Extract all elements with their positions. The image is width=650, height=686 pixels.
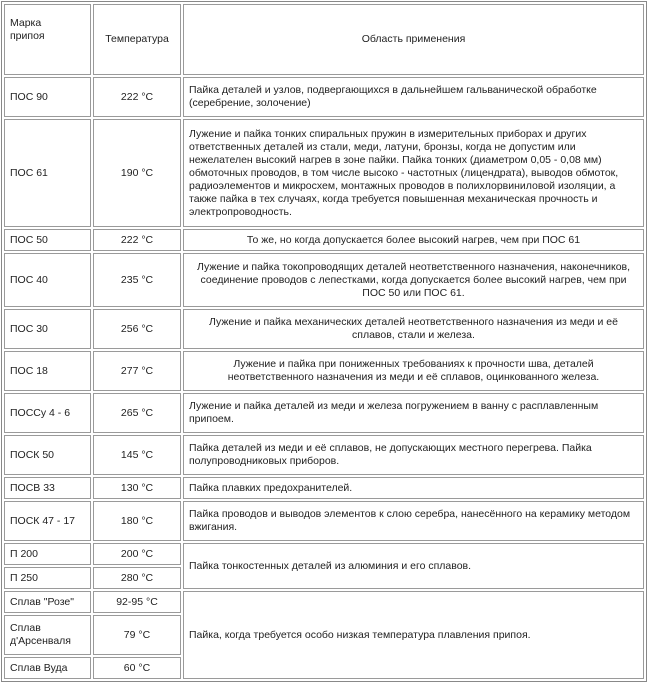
cell-temp: 200 °С (93, 543, 181, 565)
header-mark-text: Марка припоя (10, 17, 45, 42)
cell-temp: 60 °С (93, 657, 181, 679)
cell-mark: ПОСВ 33 (4, 477, 91, 499)
cell-use: Пайка деталей и узлов, подвергающихся в дальнейшем гальванической обработке (серебрение, золочение) (183, 77, 644, 117)
cell-use: Лужение и пайка деталей из меди и железа погружением в ванну с расплавленным припоем. (183, 393, 644, 433)
cell-temp: 265 °С (93, 393, 181, 433)
cell-use: Лужение и пайка механических деталей неответственного назначения из меди и её сплавов, стали и железа. (183, 309, 644, 349)
cell-use: Пайка тонкостенных деталей из алюминия и его сплавов. (183, 543, 644, 589)
cell-mark: ПОС 30 (4, 309, 91, 349)
table-header-row (4, 4, 644, 75)
cell-use: Лужение и пайка при пониженных требованиях к прочности шва, деталей неответственного назначения из меди и её сплавов, оцинкованного железа. (183, 351, 644, 391)
table-row (4, 351, 644, 391)
table-row (4, 477, 644, 499)
cell-mark: ПОС 61 (4, 119, 91, 227)
table-row (4, 77, 644, 117)
cell-temp: 235 °С (93, 253, 181, 307)
cell-temp: 222 °С (93, 77, 181, 117)
cell-use: Пайка деталей из меди и её сплавов, не допускающих местного перегрева. Пайка полупроводниковых приборов. (183, 435, 644, 475)
cell-temp: 79 °С (93, 615, 181, 655)
cell-mark: ПОССу 4 - 6 (4, 393, 91, 433)
cell-use: Пайка, когда требуется особо низкая температура плавления припоя. (183, 591, 644, 679)
cell-temp: 256 °С (93, 309, 181, 349)
cell-mark: Сплав "Розе" (4, 591, 91, 613)
cell-temp: 190 °С (93, 119, 181, 227)
header-temperature: Температура (93, 4, 181, 75)
cell-mark: ПОС 18 (4, 351, 91, 391)
table-row (4, 543, 644, 565)
table-row (4, 253, 644, 307)
cell-mark: П 200 (4, 543, 91, 565)
header-application: Область применения (183, 4, 644, 75)
table-row (4, 435, 644, 475)
cell-mark: ПОСК 47 - 17 (4, 501, 91, 541)
cell-mark: П 250 (4, 567, 91, 589)
cell-use: Лужение и пайка тонких спиральных пружин в измерительных приборах и других ответственных деталей из стали, меди, латуни, бронзы, когда не допустим или нежелателен высокий нагрев в зоне пайки. Пайка тонких (диаметром 0,05 - 0,08 мм) обмоточных проводов, в том числе высоко - частотных (лицендрата), выводов обмоток, радиоэлементов и микросхем, монтажных проводов в полихлорвиниловой изоляции, а также пайка в тех случаях, когда требуется повышенная механическая прочность и электропроводность. (183, 119, 644, 227)
cell-temp: 130 °С (93, 477, 181, 499)
cell-mark: ПОС 50 (4, 229, 91, 251)
cell-use: Пайка проводов и выводов элементов к слою серебра, нанесённого на керамику методом вжигания. (183, 501, 644, 541)
cell-temp: 277 °С (93, 351, 181, 391)
table-row (4, 229, 644, 251)
cell-mark: ПОС 40 (4, 253, 91, 307)
cell-use: То же, но когда допускается более высокий нагрев, чем при ПОС 61 (183, 229, 644, 251)
cell-mark: Сплав д'Арсенваля (4, 615, 91, 655)
cell-mark: ПОС 90 (4, 77, 91, 117)
table-row (4, 501, 644, 541)
cell-temp: 180 °С (93, 501, 181, 541)
table-row (4, 393, 644, 433)
cell-temp: 145 °С (93, 435, 181, 475)
cell-temp: 92-95 °С (93, 591, 181, 613)
cell-use: Пайка плавких предохранителей. (183, 477, 644, 499)
solder-table (1, 1, 647, 682)
cell-temp: 280 °С (93, 567, 181, 589)
cell-mark: ПОСК 50 (4, 435, 91, 475)
cell-temp: 222 °С (93, 229, 181, 251)
cell-use: Лужение и пайка токопроводящих деталей неответственного назначения, наконечников, соединение проводов с лепестками, когда допускается более высокий нагрев, чем при ПОС 50 или ПОС 61. (183, 253, 644, 307)
cell-mark: Сплав Вуда (4, 657, 91, 679)
header-mark (4, 4, 91, 75)
table-row (4, 309, 644, 349)
table-row (4, 591, 644, 613)
table-row (4, 119, 644, 227)
